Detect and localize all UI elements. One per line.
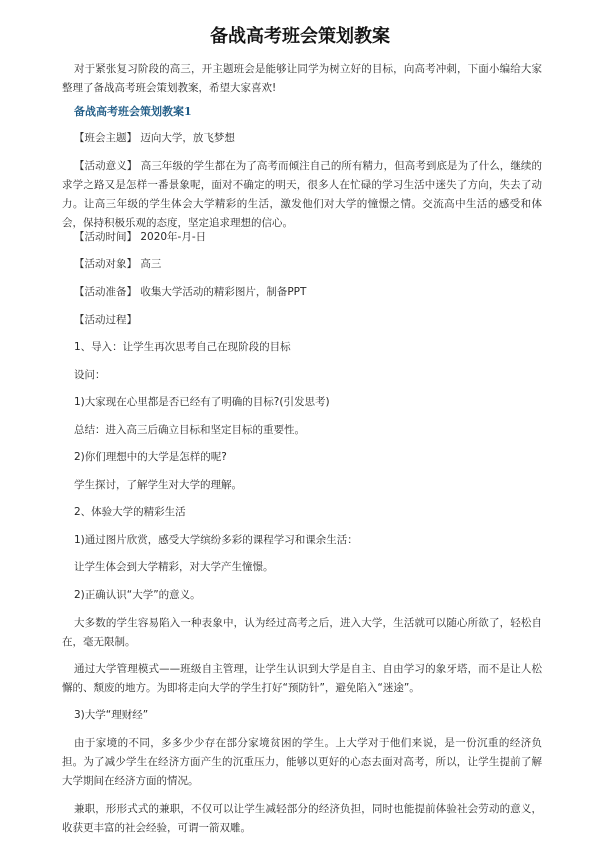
step-1-summary: 总结：进入高三后确立目标和坚定目标的重要性。 xyxy=(74,424,305,436)
process-line: 【活动过程】 xyxy=(74,314,137,326)
time-line: 【活动时间】 2020年-月-日 xyxy=(74,231,207,243)
prep-line: 【活动准备】 收集大学活动的精彩图片，制备PPT xyxy=(74,286,307,298)
step-3-paragraph-2: 兼职，形形式式的兼职，不仅可以让学生减轻部分的经济负担，同时也能提前体验社会劳动的意义，收获更丰富的社会经验，可谓一箭双雕。 xyxy=(62,803,542,834)
step-2-item-2-paragraph-2: 通过大学管理模式——班级自主管理，让学生认识到大学是自主、自由学习的象牙塔，而不是让人松懈的、颓废的地方。为即将走向大学的学生打好“预防针”，避免陷入“迷途”。 xyxy=(62,663,542,694)
step-1-question-1: 1)大家现在心里都是否已经有了明确的目标?(引发思考) xyxy=(74,396,330,408)
step-1-heading: 1、导入：让学生再次思考自己在现阶段的目标 xyxy=(74,341,291,353)
step-1-question-label: 设问： xyxy=(74,369,106,381)
document-title: 备战高考班会策划教案 xyxy=(210,26,390,47)
section-heading: 备战高考班会策划教案1 xyxy=(74,105,192,118)
step-1-discussion: 学生探讨，了解学生对大学的理解。 xyxy=(74,479,242,491)
step-2-item-2-paragraph-1: 大多数的学生容易陷入一种表象中，认为经过高考之后，进入大学，生活就可以随心所欲了，轻松自在，毫无限制。 xyxy=(62,617,542,648)
theme-line: 【班会主题】 迈向大学，放飞梦想 xyxy=(74,132,235,144)
meaning-paragraph: 【活动意义】 高三年级的学生都在为了高考而倾注自己的所有精力，但高考到底是为了什么，继续的求学之路又是怎样一番景象呢，面对不确定的明天，很多人在忙碌的学习生活中迷失了方向，失去了动力。让高三年级的学生体会大学精彩的生活，激发他们对大学的憧憬之情。交流高中生活的感受和体会，保持积极乐观的态度，坚定追求理想的信心。 xyxy=(62,160,542,229)
step-2-item-1: 1)通过图片欣赏，感受大学缤纷多彩的课程学习和课余生活： xyxy=(74,534,358,546)
step-2-item-1-detail: 让学生体会到大学精彩，对大学产生憧憬。 xyxy=(74,561,274,573)
step-2-heading: 2、体验大学的精彩生活 xyxy=(74,506,186,518)
step-3-heading: 3)大学“理财经” xyxy=(74,709,149,721)
target-line: 【活动对象】 高三 xyxy=(74,258,162,270)
step-1-question-2: 2)你们理想中的大学是怎样的呢? xyxy=(74,451,227,463)
step-2-item-2: 2)正确认识“大学”的意义。 xyxy=(74,589,201,601)
step-3-paragraph-1: 由于家境的不同，多多少少存在部分家境贫困的学生。上大学对于他们来说，是一份沉重的经济负担。为了减少学生在经济方面产生的沉重压力，能够以更好的心态去面对高考，所以，让学生提前了解大学期间在经济方面的情况。 xyxy=(62,737,542,787)
intro-paragraph: 对于紧张复习阶段的高三，开主题班会是能够让同学为树立好的目标，向高考冲刺，下面小编给大家整理了备战高考班会策划教案，希望大家喜欢! xyxy=(62,63,542,94)
